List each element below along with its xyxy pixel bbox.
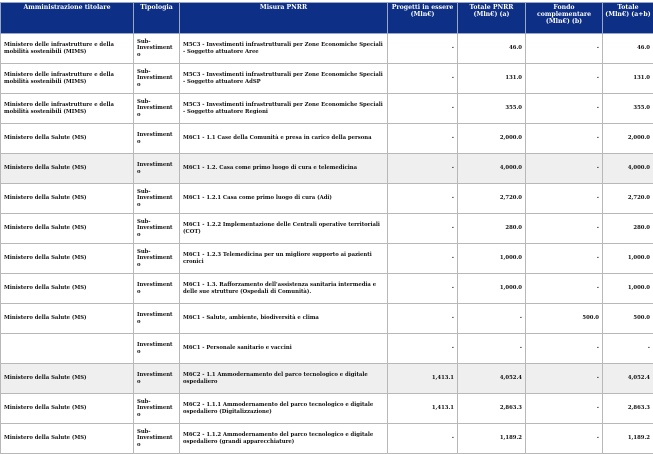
cell-amministrazione: Ministero delle infrastrutture e della mobilità sostenibili (MIMS) <box>1 34 134 64</box>
cell-totale-pnrr: 1,000.0 <box>458 274 526 304</box>
cell-tipologia: Investimento <box>134 364 180 394</box>
cell-totale: 280.0 <box>603 214 653 244</box>
cell-fondo: - <box>526 124 603 154</box>
cell-misura: M6C1 - 1.3. Rafforzamento dell'assistenza sanitaria intermedia e delle sue strutture (Ospedali di Comunità). <box>180 274 388 304</box>
cell-tipologia: Sub-Investimento <box>134 64 180 94</box>
cell-misura: M6C1 - 1.1 Case della Comunità e presa in carico della persona <box>180 124 388 154</box>
cell-tipologia: Investimento <box>134 124 180 154</box>
cell-totale: 4,000.0 <box>603 154 653 184</box>
table-row <box>1 64 653 94</box>
table-row <box>1 244 653 274</box>
cell-tipologia: Sub-Investimento <box>134 214 180 244</box>
cell-fondo: 500.0 <box>526 304 603 334</box>
table-row <box>1 364 653 394</box>
cell-progetti: - <box>388 124 458 154</box>
cell-fondo: - <box>526 64 603 94</box>
cell-progetti: - <box>388 214 458 244</box>
header-misura: Misura PNRR <box>180 3 388 34</box>
cell-amministrazione: Ministero della Salute (MS) <box>1 124 134 154</box>
cell-amministrazione: Ministero delle infrastrutture e della mobilità sostenibili (MIMS) <box>1 64 134 94</box>
cell-tipologia: Sub-Investimento <box>134 34 180 64</box>
cell-fondo: - <box>526 274 603 304</box>
cell-tipologia: Sub-Investimento <box>134 244 180 274</box>
cell-totale-pnrr: 4,052.4 <box>458 364 526 394</box>
cell-misura: M5C3 - Investimenti infrastrutturali per Zone Economiche Speciali - Soggetto attuatore Aree <box>180 34 388 64</box>
cell-fondo: - <box>526 214 603 244</box>
cell-totale-pnrr: 1,000.0 <box>458 244 526 274</box>
cell-totale: 4,052.4 <box>603 364 653 394</box>
cell-totale-pnrr: 131.0 <box>458 64 526 94</box>
cell-amministrazione: Ministero della Salute (MS) <box>1 304 134 334</box>
cell-misura: M6C2 - 1.1.1 Ammodernamento del parco tecnologico e digitale ospedaliero (Digitalizzazione) <box>180 394 388 424</box>
cell-progetti: - <box>388 94 458 124</box>
cell-totale-pnrr: 280.0 <box>458 214 526 244</box>
cell-totale: 2,863.3 <box>603 394 653 424</box>
cell-progetti: - <box>388 274 458 304</box>
cell-tipologia: Investimento <box>134 334 180 364</box>
cell-totale: 500.0 <box>603 304 653 334</box>
cell-totale: 2,720.0 <box>603 184 653 214</box>
cell-tipologia: Investimento <box>134 274 180 304</box>
cell-totale-pnrr: 355.0 <box>458 94 526 124</box>
header-progetti: Progetti in essere (Mln€) <box>388 3 458 34</box>
cell-amministrazione: Ministero della Salute (MS) <box>1 214 134 244</box>
cell-totale: 46.0 <box>603 34 653 64</box>
cell-totale: 2,000.0 <box>603 124 653 154</box>
cell-misura: M5C3 - Investimenti infrastrutturali per Zone Economiche Speciali - Soggetto attuatore AdSP <box>180 64 388 94</box>
cell-totale: 131.0 <box>603 64 653 94</box>
cell-totale-pnrr: 2,720.0 <box>458 184 526 214</box>
header-amministrazione: Amministrazione titolare <box>1 3 134 34</box>
cell-amministrazione: Ministero della Salute (MS) <box>1 244 134 274</box>
cell-tipologia: Sub-Investimento <box>134 184 180 214</box>
cell-misura: M6C1 - 1.2.1 Casa come primo luogo di cura (Adi) <box>180 184 388 214</box>
cell-totale: 1,000.0 <box>603 274 653 304</box>
cell-progetti: 1,413.1 <box>388 394 458 424</box>
cell-amministrazione: Ministero delle infrastrutture e della mobilità sostenibili (MIMS) <box>1 94 134 124</box>
cell-fondo: - <box>526 334 603 364</box>
cell-totale: 355.0 <box>603 94 653 124</box>
cell-progetti: - <box>388 424 458 454</box>
table-row <box>1 214 653 244</box>
cell-totale-pnrr: 2,000.0 <box>458 124 526 154</box>
cell-totale-pnrr: 4,000.0 <box>458 154 526 184</box>
table-row <box>1 304 653 334</box>
cell-totale-pnrr: 2,863.3 <box>458 394 526 424</box>
cell-amministrazione: Ministero della Salute (MS) <box>1 184 134 214</box>
table-row <box>1 154 653 184</box>
cell-totale-pnrr: 46.0 <box>458 34 526 64</box>
cell-amministrazione: Ministero della Salute (MS) <box>1 394 134 424</box>
cell-totale-pnrr: - <box>458 304 526 334</box>
table-row <box>1 124 653 154</box>
cell-totale-pnrr: 1,189.2 <box>458 424 526 454</box>
table-header-row <box>1 3 653 34</box>
cell-totale-pnrr: - <box>458 334 526 364</box>
cell-progetti: - <box>388 154 458 184</box>
cell-totale: - <box>603 334 653 364</box>
cell-progetti: - <box>388 334 458 364</box>
cell-misura: M5C3 - Investimenti infrastrutturali per Zone Economiche Speciali - Soggetto attuatore Regioni <box>180 94 388 124</box>
cell-misura: M6C1 - 1.2.3 Telemedicina per un migliore supporto ai pazienti cronici <box>180 244 388 274</box>
cell-progetti: - <box>388 184 458 214</box>
cell-progetti: - <box>388 244 458 274</box>
header-fondo: Fondo complementare (Mln€) (b) <box>526 3 603 34</box>
cell-amministrazione <box>1 334 134 364</box>
cell-misura: M6C2 - 1.1.2 Ammodernamento del parco tecnologico e digitale ospedaliero (grandi apparecchiature) <box>180 424 388 454</box>
cell-tipologia: Sub-Investimento <box>134 94 180 124</box>
table-row <box>1 34 653 64</box>
cell-fondo: - <box>526 154 603 184</box>
pnrr-measures-table <box>0 2 653 454</box>
header-totale: Totale (Mln€) (a+b) <box>603 3 653 34</box>
cell-progetti: - <box>388 34 458 64</box>
cell-misura: M6C1 - 1.2. Casa come primo luogo di cura e telemedicina <box>180 154 388 184</box>
cell-misura: M6C1 - Personale sanitario e vaccini <box>180 334 388 364</box>
table-row <box>1 94 653 124</box>
cell-misura: M6C2 - 1.1 Ammodernamento del parco tecnologico e digitale ospedaliero <box>180 364 388 394</box>
cell-fondo: - <box>526 34 603 64</box>
cell-progetti: - <box>388 304 458 334</box>
table-row <box>1 274 653 304</box>
cell-amministrazione: Ministero della Salute (MS) <box>1 154 134 184</box>
table-row <box>1 334 653 364</box>
cell-misura: M6C1 - 1.2.2 Implementazione delle Centrali operative territoriali (COT) <box>180 214 388 244</box>
cell-fondo: - <box>526 184 603 214</box>
cell-fondo: - <box>526 364 603 394</box>
cell-fondo: - <box>526 94 603 124</box>
table-row <box>1 394 653 424</box>
cell-fondo: - <box>526 244 603 274</box>
cell-progetti: - <box>388 64 458 94</box>
cell-misura: M6C1 - Salute, ambiente, biodiversità e clima <box>180 304 388 334</box>
cell-totale: 1,189.2 <box>603 424 653 454</box>
header-totale-pnrr: Totale PNRR (Mln€) (a) <box>458 3 526 34</box>
cell-amministrazione: Ministero della Salute (MS) <box>1 274 134 304</box>
cell-fondo: - <box>526 424 603 454</box>
cell-tipologia: Investimento <box>134 304 180 334</box>
cell-amministrazione: Ministero della Salute (MS) <box>1 364 134 394</box>
cell-tipologia: Sub-Investimento <box>134 394 180 424</box>
cell-tipologia: Sub-Investimento <box>134 424 180 454</box>
cell-tipologia: Investimento <box>134 154 180 184</box>
cell-fondo: - <box>526 394 603 424</box>
cell-totale: 1,000.0 <box>603 244 653 274</box>
table-row <box>1 184 653 214</box>
table-body <box>1 34 653 454</box>
cell-progetti: 1,413.1 <box>388 364 458 394</box>
cell-amministrazione: Ministero della Salute (MS) <box>1 424 134 454</box>
header-tipologia: Tipologia <box>134 3 180 34</box>
